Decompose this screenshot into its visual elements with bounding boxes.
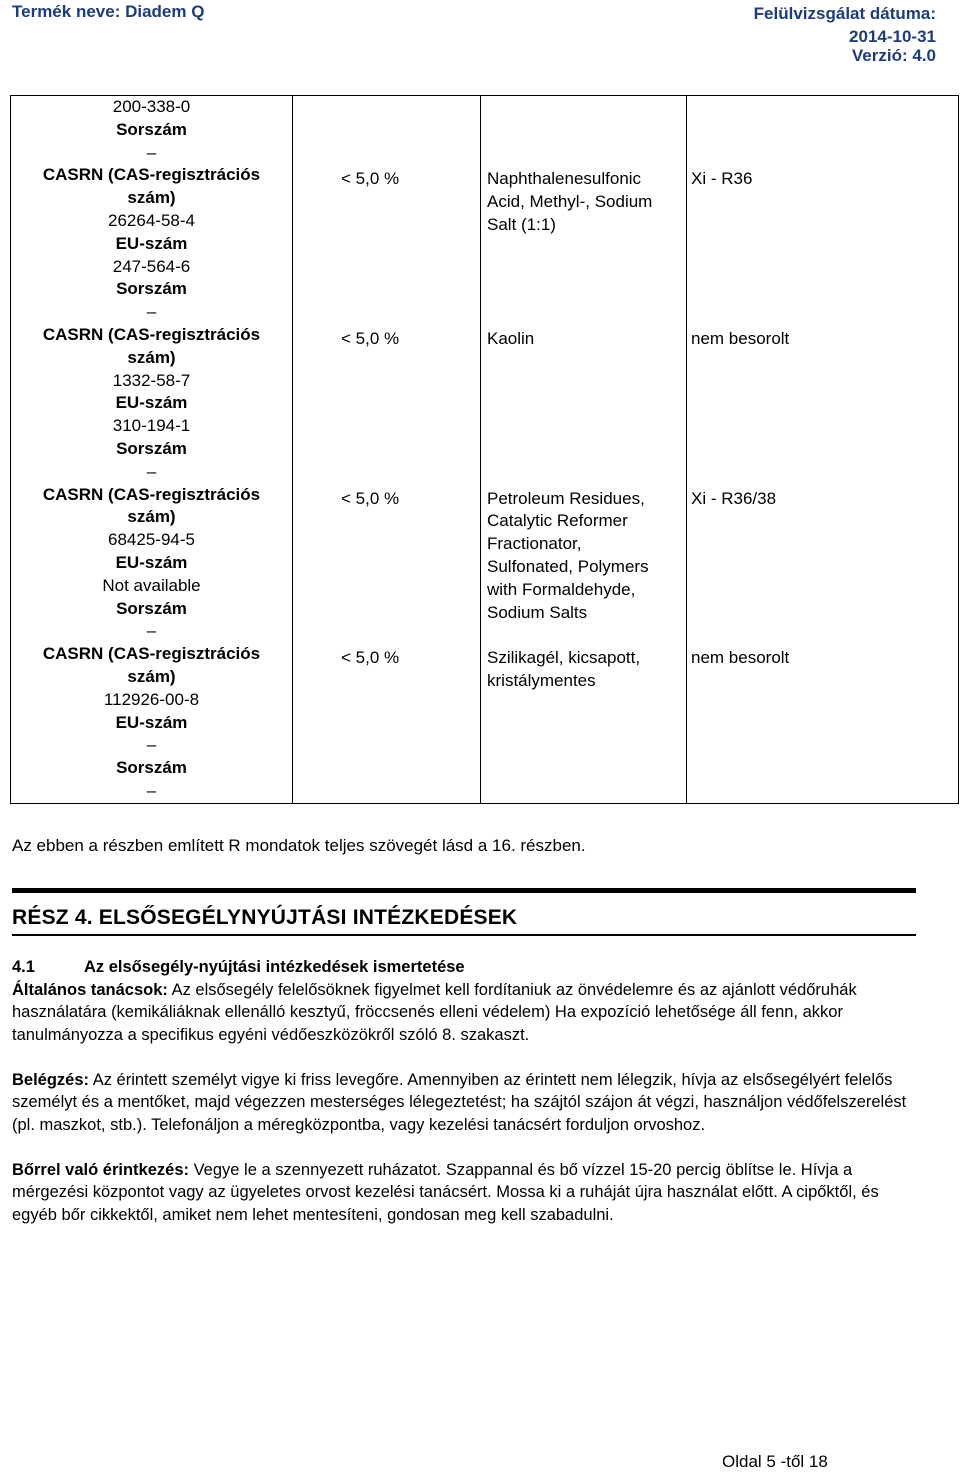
- id-cell: [11, 164, 293, 324]
- sorszam-value: –: [146, 780, 157, 800]
- composition-table: [10, 95, 959, 804]
- cas-label: szám): [127, 666, 176, 686]
- name-cell: [481, 164, 687, 324]
- table-row: [11, 484, 959, 644]
- skin-contact: [12, 1159, 912, 1227]
- cas-label: CASRN (CAS-regisztrációs: [42, 324, 261, 344]
- name-cell: [481, 96, 687, 165]
- eu-label: EU-szám: [115, 233, 188, 253]
- classification-cell: Xi - R36: [687, 164, 959, 324]
- table-row: [11, 96, 959, 165]
- eu-number: –: [146, 735, 157, 755]
- name-line: Petroleum Residues,: [487, 488, 645, 508]
- id-cell: [11, 96, 293, 165]
- eu-label: EU-szám: [115, 712, 188, 732]
- name-line: Fractionator,: [487, 534, 582, 554]
- sorszam-value: –: [146, 302, 157, 322]
- classification-cell: [687, 96, 959, 165]
- concentration-cell: [293, 96, 481, 165]
- id-cell: [11, 643, 293, 803]
- classification-cell: nem besorolt: [687, 324, 959, 484]
- skin-contact-text: Vegye le a szennyezett ruházatot. Szappannal és bő vízzel 15-20 percig öblítse le. Hívja a mérgezési központot vagy az ügyeletes orvost kezelési tanácsért. Mossa ki a ruháját újra használat előtt. A cipőktől, és egyéb bőr cikkektől, amiket nem lehet mentesíteni, gondosan meg kell szabadulni.: [12, 1160, 879, 1224]
- cas-label: CASRN (CAS-regisztrációs: [42, 644, 261, 664]
- sorszam-value: –: [146, 461, 157, 481]
- name-line: Salt (1:1): [487, 214, 556, 234]
- eu-label: EU-szám: [115, 393, 188, 413]
- name-line: Acid, Methyl-, Sodium: [487, 192, 653, 212]
- r-phrase-note: Az ebben a részben említett R mondatok teljes szövegét lásd a 16. részben.: [12, 836, 586, 855]
- sorszam-label: Sorszám: [116, 438, 187, 458]
- subsection-title: Az elsősegély-nyújtási intézkedések ismertetése: [84, 958, 465, 976]
- classification-cell: nem besorolt: [687, 643, 959, 803]
- section-rule-bottom: [12, 934, 916, 936]
- name-line: kristálymentes: [487, 670, 596, 690]
- classification-cell: Xi - R36/38: [687, 484, 959, 644]
- sorszam-label: Sorszám: [116, 758, 187, 778]
- cas-label: szám): [127, 507, 176, 527]
- cas-label: CASRN (CAS-regisztrációs: [42, 484, 261, 504]
- sorszam-value: –: [146, 621, 157, 641]
- page-header: [0, 0, 960, 70]
- general-advice: [12, 979, 912, 1047]
- cas-number: 1332-58-7: [112, 370, 191, 390]
- page-number: Oldal 5 -től 18: [722, 1452, 828, 1471]
- name-line: Sulfonated, Polymers: [487, 556, 649, 576]
- section-rule-top: [12, 888, 916, 893]
- name-line: Sodium Salts: [487, 602, 588, 622]
- name-cell: [481, 643, 687, 803]
- review-date: Felülvizsgálat dátuma: 2014-10-31: [753, 4, 936, 46]
- sorszam-label: Sorszám: [116, 119, 187, 139]
- table-row: [11, 324, 959, 484]
- eu-label: EU-szám: [115, 552, 188, 572]
- eu-number: 247-564-6: [112, 256, 191, 276]
- section-title: RÉSZ 4. ELSŐSEGÉLYNYÚJTÁSI INTÉZKEDÉSEK: [12, 906, 518, 929]
- id-cell: [11, 484, 293, 644]
- cas-number: 68425-94-5: [108, 530, 195, 550]
- first-aid-content: [12, 956, 912, 1226]
- concentration-cell: < 5,0 %: [293, 643, 481, 803]
- concentration-cell: < 5,0 %: [293, 484, 481, 644]
- inhalation-text: Az érintett személyt vigye ki friss levegőre. Amennyiben az érintett nem lélegzik, hívja az elsősegélyért felelős személyt és a mentőket, majd végezzen mesterséges lélegeztetést; ha szájtól szájon át végzi, használjon védőfelszerelést (pl. maszkot, stb.). Telefonáljon a méregközpontba, vagy kezelési tanácsért forduljon orvoshoz.: [12, 1070, 907, 1134]
- concentration-cell: < 5,0 %: [293, 324, 481, 484]
- name-line: with Formaldehyde,: [487, 579, 636, 599]
- name-line: Szilikagél, kicsapott,: [487, 648, 641, 668]
- cas-number: 26264-58-4: [108, 210, 195, 230]
- id-cell: [11, 324, 293, 484]
- cas-label: CASRN (CAS-regisztrációs: [42, 165, 261, 185]
- concentration-cell: < 5,0 %: [293, 164, 481, 324]
- subsection-heading: [12, 956, 912, 979]
- version: Verzió: 4.0: [851, 46, 936, 65]
- name-line: Naphthalenesulfonic: [487, 169, 642, 189]
- sorszam-label: Sorszám: [116, 598, 187, 618]
- cas-number: 112926-00-8: [103, 689, 200, 709]
- name-line: Kaolin: [487, 328, 535, 348]
- skin-contact-label: Bőrrel való érintkezés:: [12, 1160, 189, 1179]
- table-row: [11, 643, 959, 803]
- eu-number: Not available: [102, 575, 201, 595]
- sorszam-value: –: [146, 142, 157, 162]
- inhalation: [12, 1069, 912, 1137]
- inhalation-label: Belégzés:: [12, 1070, 90, 1089]
- name-cell: [481, 484, 687, 644]
- eu-number: 310-194-1: [112, 416, 191, 436]
- eu-number: 200-338-0: [112, 97, 191, 116]
- name-line: Catalytic Reformer: [487, 511, 628, 531]
- name-cell: [481, 324, 687, 484]
- sorszam-label: Sorszám: [116, 279, 187, 299]
- table-row: [11, 164, 959, 324]
- subsection-number: 4.1: [12, 958, 35, 976]
- general-advice-label: Általános tanácsok:: [12, 980, 168, 999]
- cas-label: szám): [127, 188, 176, 208]
- cas-label: szám): [127, 347, 176, 367]
- product-name: Termék neve: Diadem Q: [12, 2, 205, 21]
- general-advice-text: Az elsősegély felelősöknek figyelmet kell fordítaniuk az önvédelemre és az ajánlott védőruhák használatára (kemikáliáknak ellenálló kesztyű, fröccsenés elleni védelem) Ha expozíció lehetősége áll fenn, akkor tanulmányozza a specifikus egyéni védőeszközökről szóló 8. szakaszt.: [12, 980, 857, 1044]
